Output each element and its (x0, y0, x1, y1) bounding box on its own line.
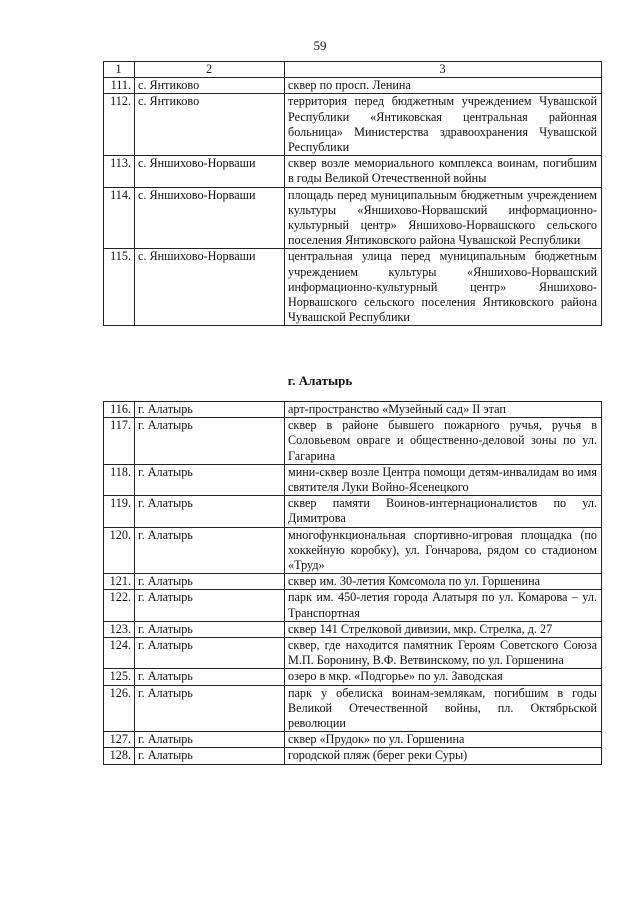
row-number: 111. (104, 78, 135, 94)
table-row (104, 418, 602, 465)
row-description: сквер по просп. Ленина (285, 78, 602, 94)
row-number: 123. (104, 621, 135, 637)
table-row (104, 574, 602, 590)
table-row (104, 732, 602, 748)
row-place: г. Алатырь (135, 496, 285, 527)
row-description: мини-сквер возле Центра помощи детям-инвалидам во имя святителя Луки Войно-Ясенецкого (285, 464, 602, 495)
row-number: 114. (104, 187, 135, 249)
row-number: 124. (104, 638, 135, 669)
row-place: г. Алатырь (135, 574, 285, 590)
table-row (104, 527, 602, 574)
row-place: с. Янтиково (135, 78, 285, 94)
column-header-number: 1 (104, 62, 135, 78)
table-row (104, 249, 602, 326)
table-row (104, 590, 602, 621)
places-table-bottom (103, 401, 602, 765)
row-description: территория перед бюджетным учреждением Чувашской Республики «Янтиковская центральная районная больница» Министерства здравоохранения Чувашской Республики (285, 94, 602, 156)
row-number: 117. (104, 418, 135, 465)
row-place: г. Алатырь (135, 418, 285, 465)
row-place: г. Алатырь (135, 732, 285, 748)
row-description: сквер возле мемориального комплекса воинам, погибшим в годы Великой Отечественной войны (285, 156, 602, 187)
row-place: г. Алатырь (135, 638, 285, 669)
row-place: с. Янтиково (135, 94, 285, 156)
row-description: арт-пространство «Музейный сад» II этап (285, 402, 602, 418)
row-number: 127. (104, 732, 135, 748)
table-row (104, 496, 602, 527)
row-number: 119. (104, 496, 135, 527)
row-number: 126. (104, 685, 135, 732)
row-description: сквер, где находится памятник Героям Советского Союза М.П. Боронину, В.Ф. Ветвинскому, по ул. Горшенина (285, 638, 602, 669)
row-number: 115. (104, 249, 135, 326)
row-number: 116. (104, 402, 135, 418)
table-row (104, 156, 602, 187)
table-body-bottom (104, 402, 602, 765)
row-number: 125. (104, 669, 135, 685)
row-description: сквер памяти Воинов-интернационалистов по ул. Димитрова (285, 496, 602, 527)
table-row (104, 685, 602, 732)
page-number: 59 (313, 38, 327, 53)
row-description: многофункциональная спортивно-игровая площадка (по хоккейную коробку), ул. Гончарова, рядом со стадионом «Труд» (285, 527, 602, 574)
section-title: г. Алатырь (287, 373, 353, 388)
row-description: сквер им. 30-летия Комсомола по ул. Горшенина (285, 574, 602, 590)
table-row (104, 621, 602, 637)
row-number: 113. (104, 156, 135, 187)
row-place: г. Алатырь (135, 464, 285, 495)
row-description: сквер 141 Стрелковой дивизии, мкр. Стрелка, д. 27 (285, 621, 602, 637)
row-number: 121. (104, 574, 135, 590)
row-number: 112. (104, 94, 135, 156)
column-header-description: 3 (285, 62, 602, 78)
row-description: сквер «Прудок» по ул. Горшенина (285, 732, 602, 748)
column-header-place: 2 (135, 62, 285, 78)
row-number: 118. (104, 464, 135, 495)
row-place: г. Алатырь (135, 402, 285, 418)
table-header-row (104, 62, 602, 78)
row-description: площадь перед муниципальным бюджетным учреждением культуры «Яншихово-Норвашский информационно-культурный центр» Яншихово-Норвашского сельского поселения Янтиковского района Чувашской Республики (285, 187, 602, 249)
row-number: 122. (104, 590, 135, 621)
table-row (104, 402, 602, 418)
table-row (104, 748, 602, 764)
row-place: г. Алатырь (135, 685, 285, 732)
row-number: 128. (104, 748, 135, 764)
row-number: 120. (104, 527, 135, 574)
row-place: г. Алатырь (135, 669, 285, 685)
table-row (104, 78, 602, 94)
row-description: центральная улица перед муниципальным бюджетным учреждением культуры «Яншихово-Норвашский информационно-культурный центр» Яншихово-Норвашского сельского поселения Янтиковского района Чувашской Республики (285, 249, 602, 326)
row-place: г. Алатырь (135, 527, 285, 574)
row-description: сквер в районе бывшего пожарного ручья, ручья в Соловьевом овраге и общественно-деловой зоны по ул. Гагарина (285, 418, 602, 465)
row-description: озеро в мкр. «Подгорье» по ул. Заводская (285, 669, 602, 685)
table-row (104, 638, 602, 669)
row-place: с. Яншихово-Норваши (135, 156, 285, 187)
row-place: г. Алатырь (135, 621, 285, 637)
row-place: с. Яншихово-Норваши (135, 187, 285, 249)
row-place: г. Алатырь (135, 748, 285, 764)
row-description: парк у обелиска воинам-землякам, погибшим в годы Великой Отечественной войны, пл. Октябрьской революции (285, 685, 602, 732)
table-row (104, 669, 602, 685)
row-description: городской пляж (берег реки Суры) (285, 748, 602, 764)
table-row (104, 187, 602, 249)
table-row (104, 464, 602, 495)
row-description: парк им. 450-летия города Алатыря по ул. Комарова – ул. Транспортная (285, 590, 602, 621)
row-place: с. Яншихово-Норваши (135, 249, 285, 326)
row-place: г. Алатырь (135, 590, 285, 621)
table-row (104, 94, 602, 156)
table-body-top (104, 78, 602, 326)
places-table-top (103, 61, 602, 326)
